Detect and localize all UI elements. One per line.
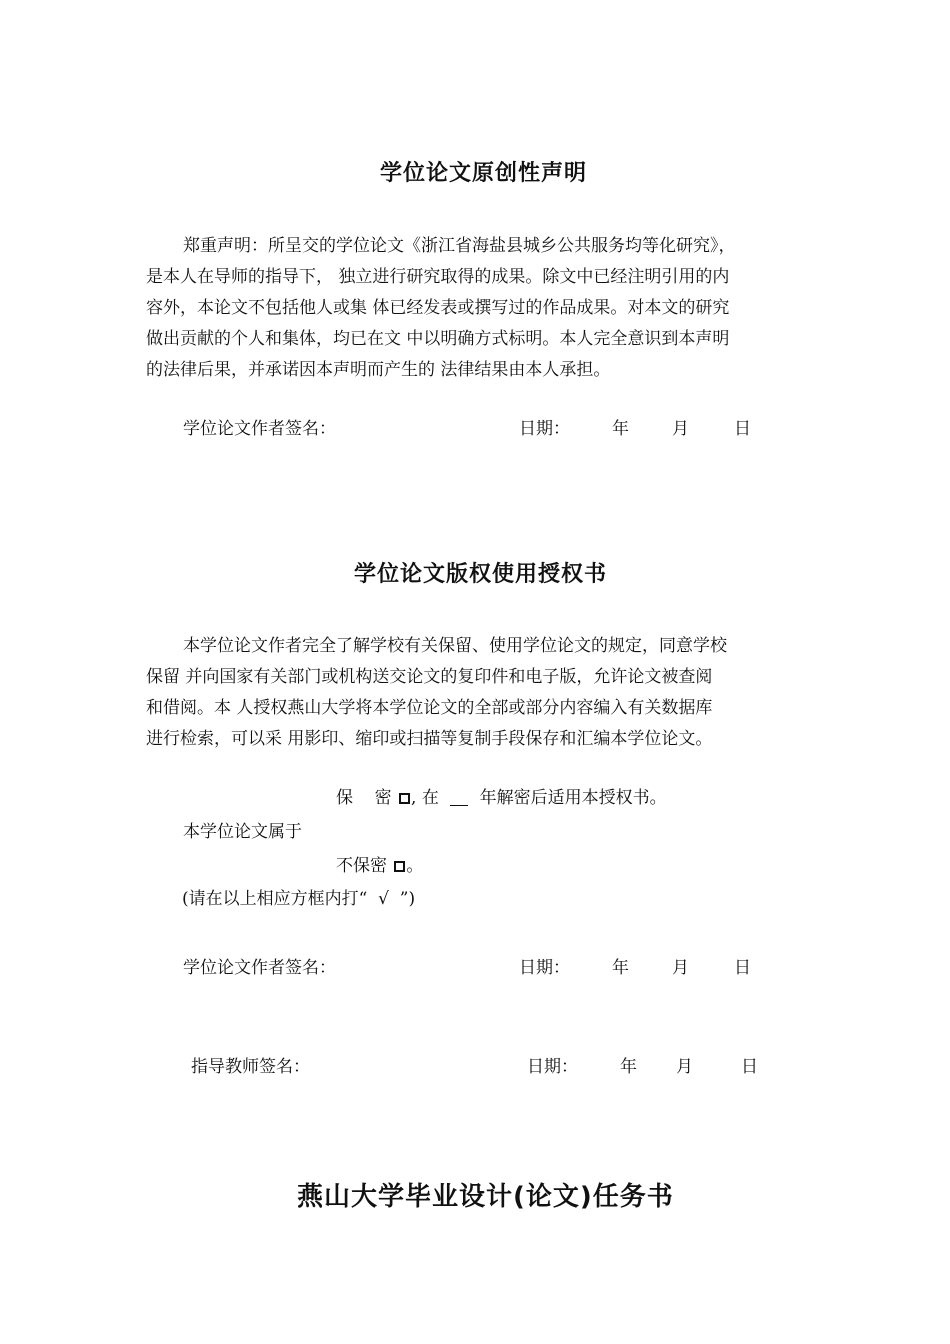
secret-suffix: 年解密后适用本授权书。: [479, 788, 667, 808]
belongs-label: 本学位论文属于: [183, 822, 302, 842]
advisor-year-label: 年: [620, 1057, 637, 1077]
secret-comma: ,: [411, 788, 417, 808]
year-label: 年: [612, 419, 629, 439]
nonsecret-checkbox[interactable]: [394, 861, 405, 872]
authorization-title: 学位论文版权使用授权书: [354, 562, 608, 587]
advisor-day-label: 日: [741, 1057, 758, 1077]
date-label-2: 日期：: [519, 958, 570, 978]
month-label: 月: [672, 419, 689, 439]
authorization-paragraph: [146, 631, 816, 751]
day-label: 日: [734, 419, 751, 439]
author-signature-label: 学位论文作者签名：: [183, 419, 336, 439]
day-label-2: 日: [734, 958, 751, 978]
secret-checkbox[interactable]: [399, 793, 410, 804]
authorization-line: 进行检索，可以采 用影印、缩印或扫描等复制手段保存和汇编本学位论文。: [146, 729, 713, 749]
checkmark-note: (请在以上相应方框内打“ √ ”): [182, 889, 416, 909]
advisor-signature-label: 指导教师签名：: [191, 1057, 310, 1077]
nonsecret-label: 不保密: [336, 856, 387, 876]
declassify-years-blank[interactable]: [450, 791, 468, 806]
authorization-line: 保留 并向国家有关部门或机构送交论文的复印件和电子版，允许论文被查阅: [146, 667, 713, 687]
advisor-date-label: 日期：: [527, 1057, 578, 1077]
declaration-paragraph: [146, 231, 816, 381]
year-label-2: 年: [612, 958, 629, 978]
nonsecret-option: [336, 858, 423, 875]
declaration-line: 容外，本论文不包括他人或集 体已经发表或撰写过的作品成果。对本文的研究: [146, 298, 730, 318]
authorization-line: 本学位论文作者完全了解学校有关保留、使用学位论文的规定，同意学校: [183, 636, 727, 656]
month-label-2: 月: [672, 958, 689, 978]
author-signature-label-2: 学位论文作者签名：: [183, 958, 336, 978]
date-label: 日期：: [519, 419, 570, 439]
secret-label: 保 密: [336, 788, 392, 808]
authorization-line: 和借阅。本 人授权燕山大学将本学位论文的全部或部分内容编入有关数据库: [146, 698, 713, 718]
declaration-line: 是本人在导师的指导下， 独立进行研究取得的成果。除文中已经注明引用的内: [146, 267, 730, 287]
task-book-title: 燕山大学毕业设计(论文)任务书: [297, 1182, 674, 1212]
secret-at: 在: [421, 788, 439, 808]
advisor-month-label: 月: [676, 1057, 693, 1077]
declaration-line: 做出贡献的个人和集体，均已在文 中以明确方式标明。本人完全意识到本声明: [146, 329, 730, 349]
declaration-line: 的法律后果，并承诺因本声明而产生的 法律结果由本人承担。: [146, 360, 611, 380]
nonsecret-suffix: 。: [406, 856, 424, 876]
declaration-line: 郑重声明：所呈交的学位论文《浙江省海盐县城乡公共服务均等化研究》，: [183, 236, 736, 256]
declaration-title: 学位论文原创性声明: [380, 161, 588, 186]
secret-option: [336, 790, 667, 807]
